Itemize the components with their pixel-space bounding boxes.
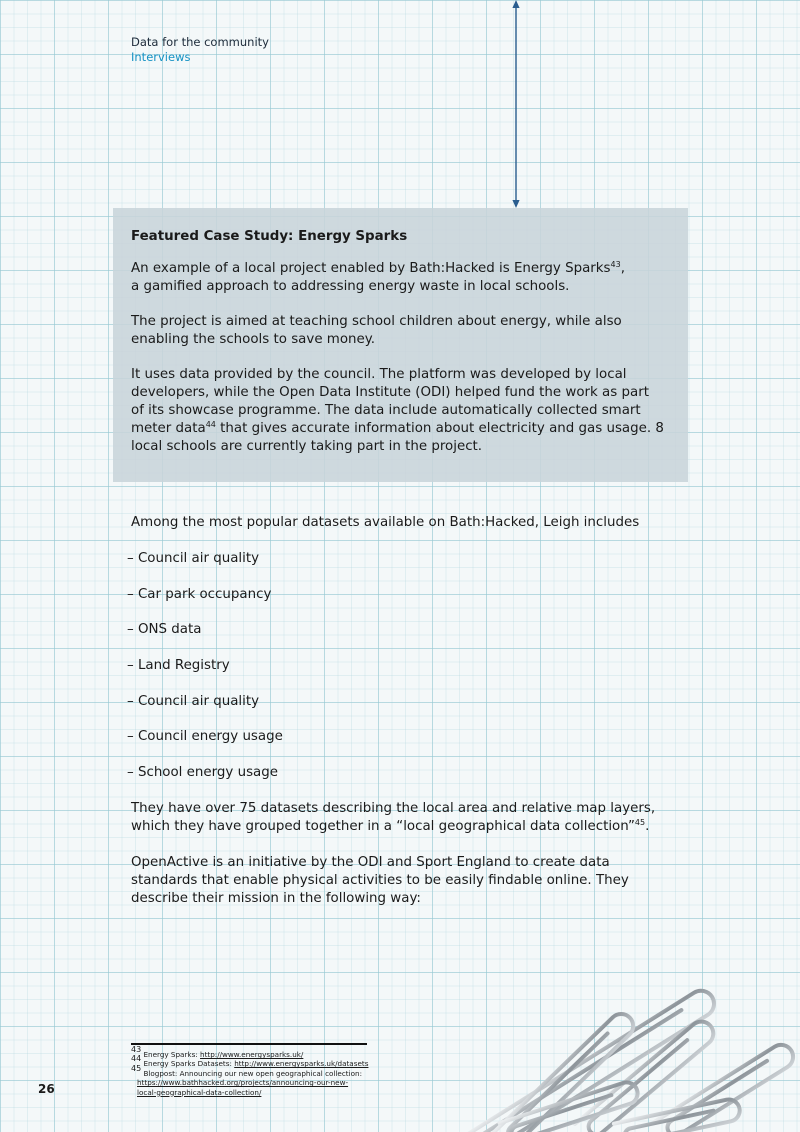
footnote-ref-44: 44: [205, 420, 216, 429]
footnote-45-link[interactable]: https://www.bathhacked.org/projects/announcing-our-new-: [137, 1078, 349, 1088]
footnote-44-link[interactable]: http://www.energysparks.uk/datasets: [234, 1059, 369, 1069]
page-header: [131, 35, 269, 65]
list-item: – Car park occupancy: [127, 586, 272, 602]
footnotes: [131, 1043, 367, 1097]
footnote-43: $^{43}$ Energy Sparks: http://www.energysparks.uk/: [131, 1045, 304, 1059]
list-item: – ONS data: [127, 622, 202, 638]
openactive-paragraph: OpenActive is an initiative by the ODI and Sport England to create data standards that enable physical activities to be easily findable online. They describe their mission in the following way:: [131, 855, 629, 907]
footnote-43-link[interactable]: http://www.energysparks.uk/: [200, 1050, 304, 1059]
case-study-paragraph-2: The project is aimed at teaching school children about energy, while also enabling the schools to save money.: [131, 314, 622, 347]
section-title: Interviews: [131, 50, 191, 64]
datasets-intro: Among the most popular datasets available on Bath:Hacked, Leigh includes: [131, 515, 640, 530]
dimension-arrow-icon: [509, 0, 523, 208]
list-item: – Council air quality: [127, 551, 260, 566]
paperclips-image: [410, 965, 800, 1132]
featured-case-study-box: [113, 208, 688, 482]
case-study-paragraph-1: An example of a local project enabled by Bath:Hacked is Energy Sparks$^{43}$, a gamified approach to addressing energy waste in local schools.: [131, 260, 625, 294]
datasets-paragraph: They have over 75 datasets describing the local area and relative map layers, which they have grouped together in a “local geographical data collection”$^{45}$.: [131, 801, 656, 835]
footnote-45-link-cont[interactable]: local-geographical-data-collection/: [137, 1087, 262, 1097]
footnote-ref-45: 45: [634, 818, 646, 828]
list-item: – School energy usage: [127, 765, 278, 781]
case-study-title: Featured Case Study: Energy Sparks: [131, 229, 408, 244]
case-study-paragraph-3: It uses data provided by the council. The platform was developed by local developers, while the Open Data Institute (ODI) helped fund the work as part of its showcase programme. The data include automatically collected smart meter data$^{44}$ that gives accurate information about electricity and gas usage. 8 local schools are currently taking part in the project.: [131, 367, 664, 454]
footnote-45: $^{45}$ Blogpost: Announcing our new open geographical collection:: [131, 1063, 362, 1078]
document-title: Data for the community: [131, 35, 269, 49]
list-item: – Land Registry: [127, 658, 230, 674]
datasets-list: [127, 550, 671, 782]
list-item: – Council air quality: [127, 693, 260, 709]
footnote-ref-43: 43: [610, 260, 621, 269]
body-text: [127, 514, 671, 908]
footnote-44: $^{44}$ Energy Sparks Datasets: http://www.energysparks.uk/datasets: [131, 1054, 369, 1069]
list-item: – Council energy usage: [127, 729, 283, 745]
page-number: 26: [38, 1082, 55, 1096]
